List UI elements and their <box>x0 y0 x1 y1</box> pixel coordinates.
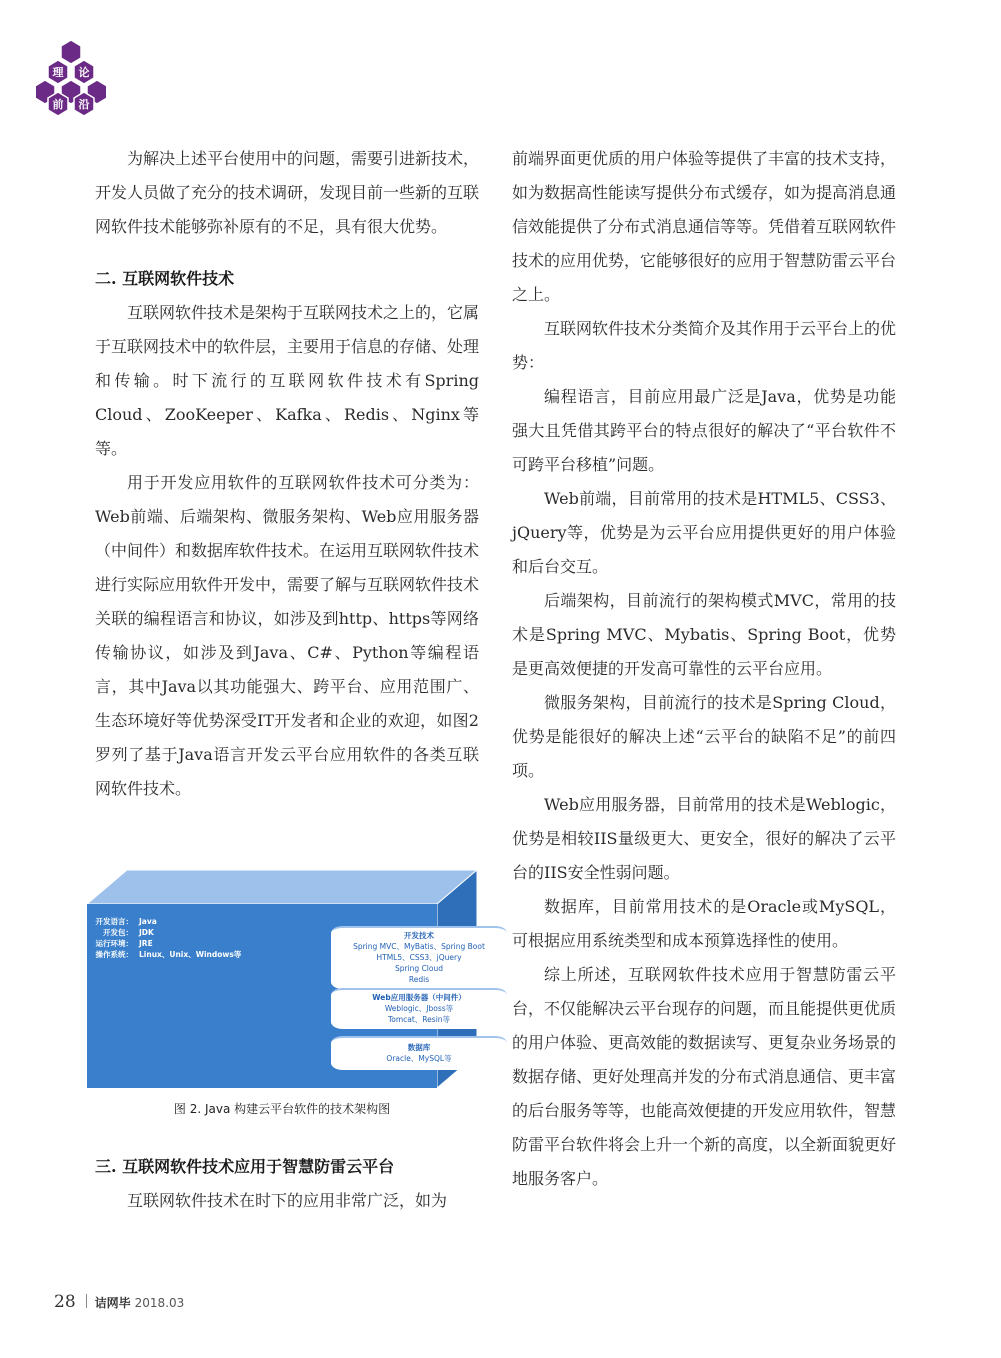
info-key: 开发包： <box>103 928 133 937</box>
info-value: JRE <box>139 939 153 948</box>
info-key: 开发语言： <box>95 917 133 926</box>
paragraph: 数据库，目前常用技术的是Oracle或MySQL，可根据应用系统类型和成本预算选择性的使用。 <box>512 897 896 950</box>
logo-char-1: 理 <box>52 66 64 79</box>
box-title: 开发技术 <box>404 931 434 940</box>
info-line <box>85 927 154 938</box>
left-column-bottom <box>95 1150 479 1218</box>
figure-content <box>87 868 485 1090</box>
publication-name: 诘网毕 <box>94 1296 131 1310</box>
info-value: Linux、Unix、Windows等 <box>139 950 242 959</box>
info-line <box>85 916 157 927</box>
dev-tech-box <box>331 926 507 989</box>
paragraph: 前端界面更优质的用户体验等提供了丰富的技术支持，如为数据高性能读写提供分布式缓存，如为提高消息通信效能提供了分布式消息通信等等。凭借着互联网软件技术的应用优势，它能够很好的应用于智慧防雷云平台之上。 <box>512 149 897 304</box>
box-line: Spring Cloud <box>394 964 443 973</box>
info-line <box>85 938 153 949</box>
paragraph: 互联网软件技术在时下的应用非常广泛，如为 <box>127 1191 448 1210</box>
logo-char-3: 前 <box>52 98 64 111</box>
paragraph: 为解决上述平台使用中的问题，需要引进新技术，开发人员做了充分的技术调研，发现目前一些新的互联网软件技术能够弥补原有的不足，具有很大优势。 <box>95 149 480 236</box>
section-logo <box>36 38 106 116</box>
info-key: 运行环境： <box>95 939 133 948</box>
left-column <box>95 142 479 806</box>
footer-divider <box>86 1294 87 1308</box>
info-key: 操作系统： <box>95 950 133 959</box>
box-line: Spring MVC、MyBatis、Spring Boot <box>353 942 485 951</box>
database-box <box>331 1036 507 1070</box>
box-title: 数据库 <box>407 1043 431 1052</box>
paragraph: 微服务架构，目前流行的技术是Spring Cloud，优势是能很好的解决上述“云平台的缺陷不足”的前四项。 <box>512 693 896 780</box>
paragraph: Web应用服务器，目前常用的技术是Weblogic，优势是相较IIS量级更大、更安全，很好的解决了云平台的IIS安全性弱问题。 <box>512 795 896 882</box>
box-line: HTML5、CSS3、jQuery <box>376 953 462 962</box>
info-value: JDK <box>139 928 154 937</box>
figure-caption: 图 2. Java 构建云平台软件的技术架构图 <box>173 1102 391 1116</box>
paragraph: 互联网软件技术分类简介及其作用于云平台上的优势： <box>512 319 897 372</box>
info-line <box>85 949 241 960</box>
paragraph: 用于开发应用软件的互联网软件技术可分类为：Web前端、后端架构、微服务架构、Web应用服务器（中间件）和数据库软件技术。在运用互联网软件技术进行实际应用软件开发中，需要了解与互联网软件技术关联的编程语言和协议，如涉及到http、https等网络传输协议，如涉及到Java、C#、Python等编程语言，其中Java以其功能强大、跨平台、应用范围广、生态环境好等优势深受IT开发者和企业的欢迎，如图2罗列了基于Java语言开发云平台应用软件的各类互联网软件技术。 <box>95 473 480 798</box>
box-line: Redis <box>408 975 430 984</box>
logo-char-2: 论 <box>78 66 90 79</box>
box-line: Weblogic、Jboss等 <box>384 1004 454 1013</box>
page-footer <box>54 1292 184 1312</box>
info-value: Java <box>139 917 157 926</box>
web-server-box <box>331 988 507 1029</box>
paragraph: 编程语言，目前应用最广泛是Java，优势是功能强大且凭借其跨平台的特点很好的解决了“平台软件不可跨平台移植”问题。 <box>512 387 896 474</box>
box-line: Oracle、MySQL等 <box>386 1054 452 1063</box>
section-heading-2: 二. 互联网软件技术 <box>95 269 235 288</box>
box-title: Web应用服务器（中间件） <box>372 993 466 1002</box>
logo-char-4: 沿 <box>78 98 90 111</box>
paragraph: 综上所述，互联网软件技术应用于智慧防雷云平台，不仅能解决云平台现存的问题，而且能提供更优质的用户体验、更高效能的数据读写、更复杂业务场景的数据存储、更好处理高并发的分布式消息通信、更丰富的后台服务等等，也能高效便捷的开发应用软件，智慧防雷平台软件将会上升一个新的高度，以全新面貌更好地服务客户。 <box>512 965 897 1188</box>
page-number: 28 <box>54 1292 76 1312</box>
paragraph: 互联网软件技术是架构于互联网技术之上的，它属于互联网技术中的软件层，主要用于信息的存储、处理和传输。时下流行的互联网软件技术有Spring Cloud、ZooKeeper、Kafka、Redis、Nginx等等。 <box>95 303 480 458</box>
section-heading-3: 三. 互联网软件技术应用于智慧防雷云平台 <box>95 1157 395 1176</box>
paragraph: 后端架构，目前流行的架构模式MVC，常用的技术是Spring MVC、Mybatis、Spring Boot，优势是更高效便捷的开发高可靠性的云平台应用。 <box>512 591 896 678</box>
box-line: Tomcat、Resin等 <box>387 1015 451 1024</box>
paragraph: Web前端，目前常用的技术是HTML5、CSS3、jQuery等，优势是为云平台应用提供更好的用户体验和后台交互。 <box>512 489 896 576</box>
right-column <box>512 142 896 1196</box>
publication-issue: 2018.03 <box>134 1296 185 1310</box>
